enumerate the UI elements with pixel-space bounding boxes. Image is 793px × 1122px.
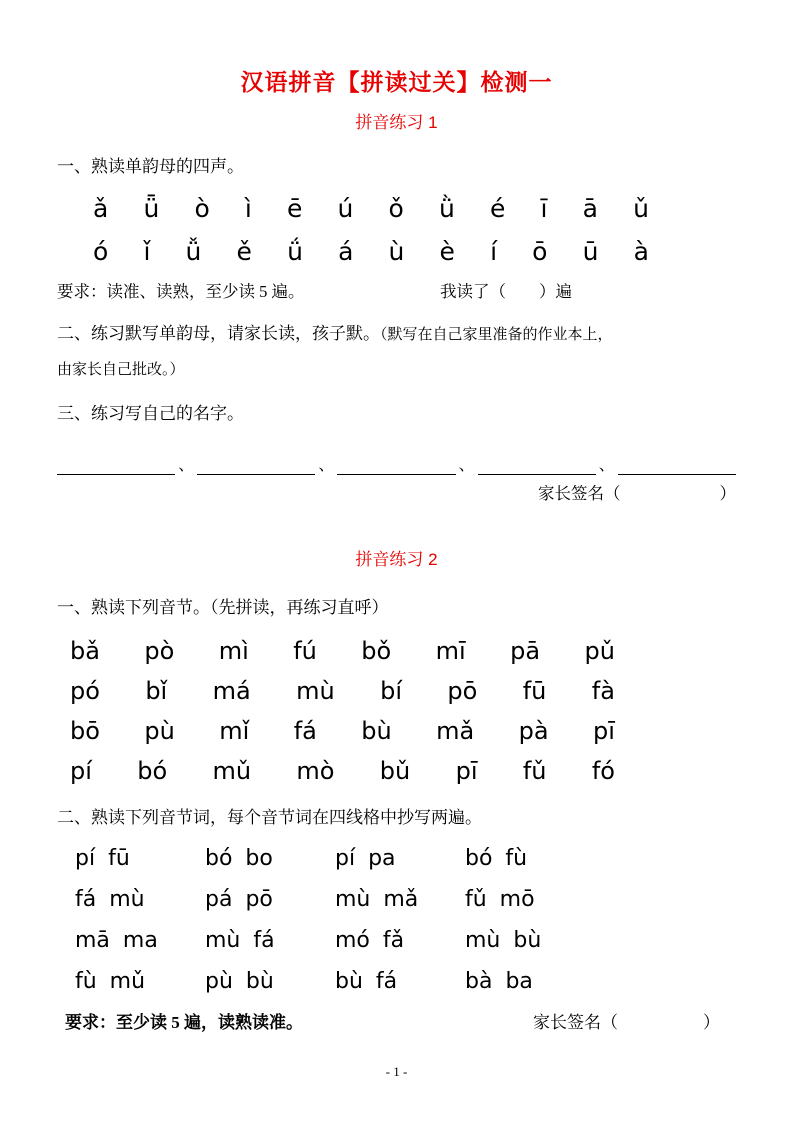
pinyin-syllable: bǔ: [379, 757, 411, 785]
vowel-row-1: [93, 192, 649, 226]
e1-section2-note-line2: 由家长自己批改。）: [57, 362, 185, 378]
pinyin-syllable: pò: [144, 637, 175, 665]
e2-parent-signature: 家长签名（ ）: [533, 1013, 720, 1032]
name-blank: [618, 455, 736, 475]
pinyin-syllable: bǐ: [145, 677, 168, 705]
pinyin-syllable: fū: [522, 677, 547, 705]
pinyin-syllable: fà: [591, 677, 615, 705]
page-number: - 1 -: [385, 1064, 408, 1079]
e1-section3-label: 三、练习写自己的名字。: [57, 404, 244, 423]
pinyin-word: fù mǔ: [75, 969, 146, 994]
pinyin-syllable: bǒ: [361, 637, 392, 665]
word-row-4: [75, 966, 736, 998]
pinyin-word: pí fū: [75, 846, 130, 871]
pinyin-word: mù mǎ: [335, 887, 419, 912]
pinyin-word: fǔ mō: [465, 887, 535, 912]
pinyin-syllable: pù: [144, 717, 175, 745]
pinyin-syllable: má: [212, 677, 251, 705]
pinyin-syllable: fó: [591, 757, 615, 785]
pinyin-vowel: ě: [236, 237, 252, 266]
pinyin-vowel: ǚ: [185, 237, 202, 266]
pinyin-syllable: mò: [296, 757, 335, 785]
exercise1-heading: 拼音练习 1: [355, 113, 438, 132]
pinyin-vowel: á: [338, 237, 354, 266]
word-row-1: [75, 843, 736, 875]
pinyin-syllable: pō: [447, 677, 478, 705]
pinyin-vowel: ǐ: [143, 237, 151, 266]
pinyin-syllable: pí: [70, 757, 92, 785]
pinyin-syllable: pà: [518, 717, 549, 745]
pinyin-word: bù fá: [335, 969, 398, 994]
blank-separator: 、: [598, 457, 615, 474]
e2-requirement-text: 要求：至少读 5 遍，读熟读准。: [65, 1013, 303, 1032]
pinyin-word: fá mù: [75, 887, 145, 912]
exercise2-heading: 拼音练习 2: [355, 550, 438, 569]
e2-section2-label: 二、熟读下列音节词，每个音节词在四线格中抄写两遍。: [57, 808, 482, 827]
pinyin-word: bó fù: [465, 846, 528, 871]
e1-parent-signature: 家长签名（ ）: [538, 484, 736, 503]
pinyin-vowel: é: [489, 194, 506, 223]
syllable-row-1: [70, 635, 615, 667]
pinyin-vowel: ó: [93, 237, 109, 266]
syllable-row-4: [70, 755, 615, 787]
name-blank: [57, 455, 175, 475]
word-row-2: [75, 884, 736, 916]
pinyin-word: mā ma: [75, 928, 158, 953]
e1-section2-main: 二、练习默写单韵母，请家长读，孩子默。: [57, 324, 380, 343]
pinyin-vowel: ǒ: [388, 194, 404, 223]
pinyin-word: bó bo: [205, 846, 273, 871]
pinyin-syllable: mī: [435, 637, 466, 665]
pinyin-syllable: pó: [70, 677, 100, 705]
pinyin-vowel: ā: [582, 194, 598, 223]
name-blanks-line: [57, 455, 736, 475]
pinyin-syllable: fá: [293, 717, 317, 745]
word-row-3: [75, 925, 736, 957]
pinyin-vowel: ù: [388, 237, 405, 266]
pinyin-vowel: í: [490, 237, 498, 266]
name-blank: [478, 455, 596, 475]
pinyin-vowel: ò: [194, 194, 210, 223]
pinyin-word: bà ba: [465, 969, 533, 994]
pinyin-syllable: fǔ: [522, 757, 547, 785]
e2-section1-label: 一、熟读下列音节。（先拼读，再练习直呼）: [57, 598, 389, 617]
e1-signature-line: [57, 483, 736, 505]
pinyin-syllable: pī: [593, 717, 615, 745]
pinyin-vowel: ǔ: [633, 194, 649, 223]
e1-section2-note-line1: （默写在自己家里准备的作业本上，: [380, 327, 613, 343]
pinyin-syllable: pā: [510, 637, 541, 665]
pinyin-vowel: ē: [287, 194, 303, 223]
pinyin-vowel: à: [633, 237, 649, 266]
e1-requirement-text: 要求：读准、读熟，至少读 5 遍。: [57, 282, 305, 301]
pinyin-vowel: ō: [532, 237, 548, 266]
pinyin-word: pí pa: [335, 846, 396, 871]
vowel-row-2: [93, 235, 649, 269]
page-title: 汉语拼音【拼读过关】检测一: [240, 69, 553, 95]
pinyin-vowel: ǎ: [93, 194, 109, 223]
e2-bottom-line: [57, 1012, 736, 1034]
pinyin-vowel: ǜ: [438, 194, 455, 223]
pinyin-syllable: mì: [218, 637, 249, 665]
pinyin-syllable: mǐ: [219, 717, 250, 745]
e1-read-count-text: 我读了（ ）遍: [440, 282, 572, 301]
pinyin-syllable: bù: [361, 717, 392, 745]
pinyin-syllable: fú: [293, 637, 317, 665]
pinyin-word: mó fǎ: [335, 928, 405, 953]
pinyin-syllable: bí: [380, 677, 402, 705]
pinyin-word: pù bù: [205, 969, 274, 994]
blank-separator: 、: [458, 457, 475, 474]
name-blank: [197, 455, 315, 475]
pinyin-word: mù bù: [465, 928, 542, 953]
pinyin-word: mù fá: [205, 928, 275, 953]
e1-section1-label: 一、熟读单韵母的四声。: [57, 157, 244, 176]
pinyin-syllable: mǎ: [436, 717, 475, 745]
pinyin-syllable: bó: [137, 757, 168, 785]
pinyin-word: pá pō: [205, 887, 273, 912]
pinyin-syllable: bō: [70, 717, 100, 745]
pinyin-vowel: ì: [244, 194, 252, 223]
pinyin-vowel: ǖ: [143, 194, 160, 223]
pinyin-syllable: mǔ: [212, 757, 252, 785]
pinyin-syllable: mù: [296, 677, 335, 705]
pinyin-vowel: è: [439, 237, 455, 266]
pinyin-syllable: pǔ: [584, 637, 615, 665]
blank-separator: 、: [318, 457, 335, 474]
pinyin-vowel: ú: [337, 194, 354, 223]
name-blank: [337, 455, 455, 475]
pinyin-vowel: ī: [540, 194, 548, 223]
syllable-row-3: [70, 715, 615, 747]
e1-section2-label: [57, 317, 736, 387]
pinyin-vowel: ǘ: [287, 237, 303, 266]
blank-separator: 、: [178, 457, 195, 474]
pinyin-syllable: pī: [455, 757, 478, 785]
pinyin-vowel: ū: [582, 237, 599, 266]
e1-requirement-line: [57, 281, 736, 303]
syllable-row-2: [70, 675, 615, 707]
pinyin-syllable: bǎ: [70, 637, 100, 665]
